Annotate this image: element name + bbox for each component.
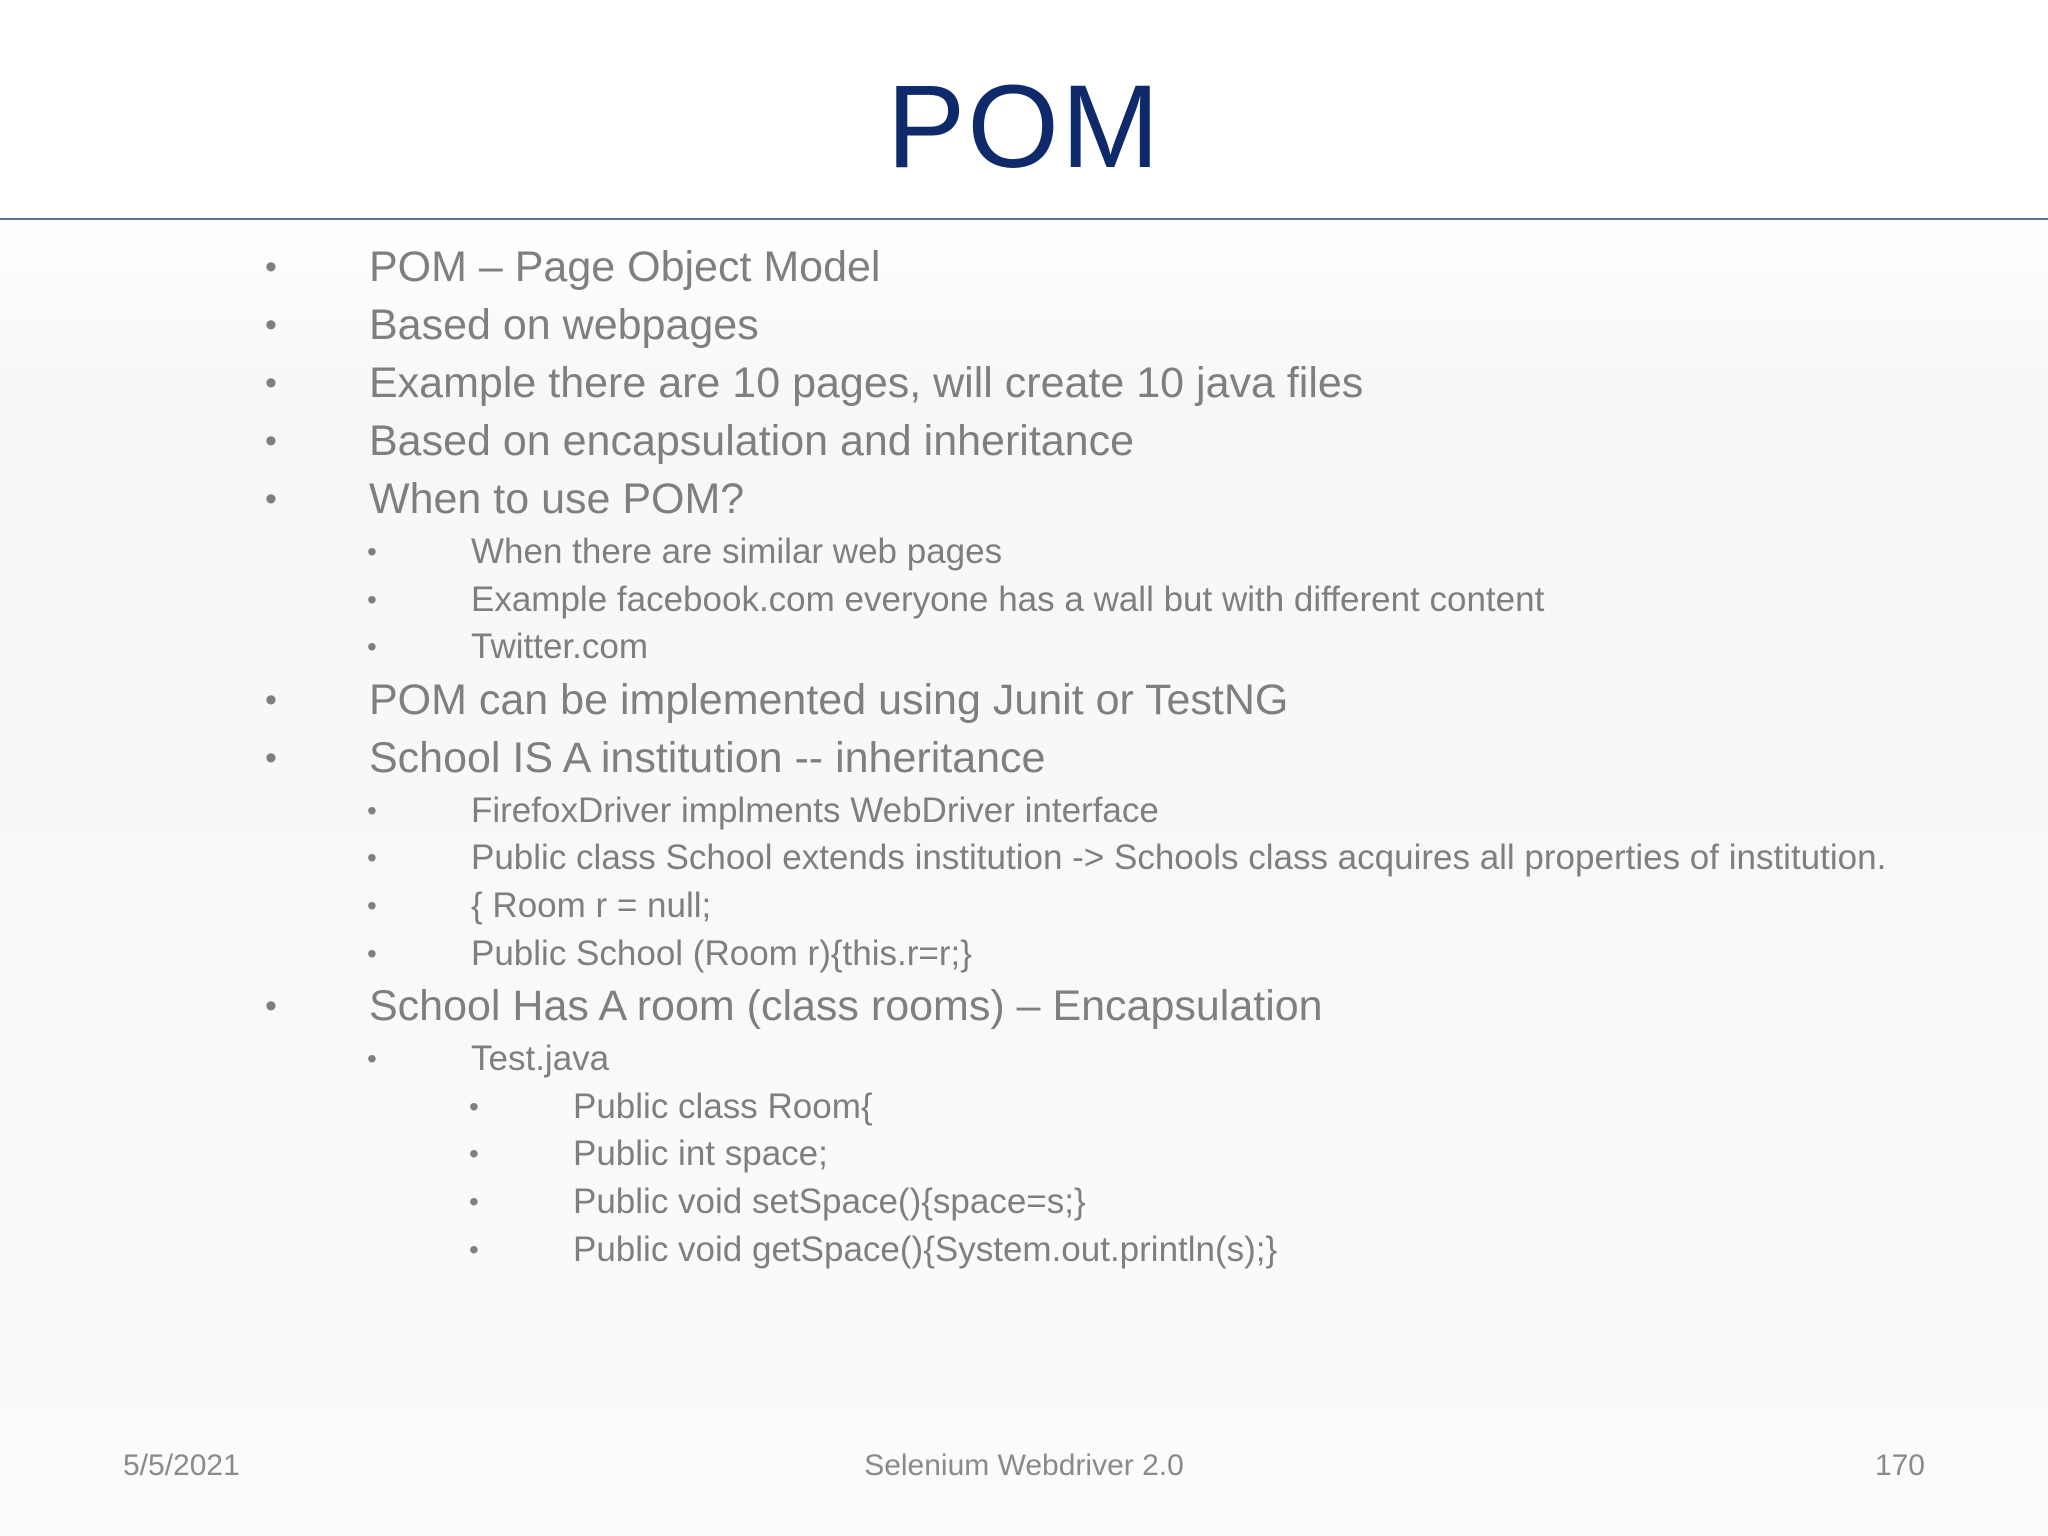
bullet-text: Based on encapsulation and inheritance — [369, 417, 1135, 465]
bullet-item — [0, 238, 2048, 296]
bullet-text: School IS A institution -- inheritance — [369, 733, 1046, 782]
bullet-dot-icon: • — [367, 1043, 377, 1075]
bullet-item — [0, 296, 2048, 354]
bullet-list — [0, 238, 2048, 1273]
code-bullet-text: Public class Room{ — [573, 1086, 873, 1126]
bullet-item — [0, 729, 2048, 787]
bullet-text: POM can be implemented using Junit or TestNG — [369, 675, 1289, 724]
bullet-dot-icon: • — [367, 937, 377, 969]
sub-bullet-item — [0, 576, 2048, 624]
sub-bullet-text: Public class School extends institution -> Schools class acquires all properties of institution. — [471, 838, 1887, 878]
sub-bullet-item — [0, 623, 2048, 671]
bullet-dot-icon: • — [265, 364, 277, 402]
code-bullet-item — [0, 1083, 2048, 1131]
bullet-dot-icon: • — [469, 1090, 479, 1122]
bullet-dot-icon: • — [265, 480, 277, 518]
sub-bullet-text: When there are similar web pages — [471, 532, 1003, 571]
sub-bullet-text: Public School (Room r){this.r=r;} — [471, 933, 972, 973]
code-bullet-text: Public int space; — [573, 1134, 828, 1174]
bullet-text: Example there are 10 pages, will create 10 java files — [369, 359, 1364, 407]
bullet-item — [0, 412, 2048, 470]
bullet-dot-icon: • — [469, 1185, 479, 1217]
code-bullet-text: Public void setSpace(){space=s;} — [573, 1181, 1086, 1221]
bullet-text: Based on webpages — [369, 301, 759, 349]
bullet-dot-icon: • — [265, 987, 277, 1026]
code-bullet-item — [0, 1130, 2048, 1178]
bullet-dot-icon: • — [265, 680, 277, 719]
bullet-dot-icon: • — [367, 631, 377, 663]
bullet-dot-icon: • — [265, 248, 277, 286]
slide-number: 170 — [1874, 1449, 1925, 1482]
bullet-text: School Has A room (class rooms) – Encapsulation — [369, 982, 1323, 1031]
sub-bullet-item — [0, 882, 2048, 930]
code-bullet-item — [0, 1178, 2048, 1226]
bullet-dot-icon: • — [265, 422, 277, 460]
slide-title: POM — [886, 61, 1162, 193]
sub-bullet-item — [0, 834, 2048, 882]
sub-bullet-text: Twitter.com — [471, 627, 648, 667]
sub-bullet-item — [0, 787, 2048, 835]
bullet-dot-icon: • — [367, 536, 377, 567]
sub-bullet-text: Test.java — [471, 1039, 610, 1079]
bullet-item — [0, 671, 2048, 729]
bullet-item — [0, 470, 2048, 528]
bullet-dot-icon: • — [367, 794, 377, 826]
sub-bullet-item — [0, 1035, 2048, 1083]
sub-bullet-item — [0, 528, 2048, 576]
bullet-text: When to use POM? — [369, 475, 745, 523]
bullet-dot-icon: • — [469, 1233, 479, 1265]
code-bullet-item — [0, 1226, 2048, 1274]
bullet-dot-icon: • — [367, 583, 377, 615]
sub-bullet-text: { Room r = null; — [471, 885, 712, 925]
title-divider — [0, 218, 2048, 220]
footer-date: 5/5/2021 — [123, 1449, 240, 1482]
bullet-dot-icon: • — [265, 306, 277, 344]
bullet-dot-icon: • — [469, 1138, 479, 1170]
bullet-dot-icon: • — [367, 842, 377, 874]
bullet-item — [0, 354, 2048, 412]
bullet-text: POM – Page Object Model — [369, 243, 881, 291]
bullet-dot-icon: • — [367, 889, 377, 921]
sub-bullet-item — [0, 930, 2048, 978]
footer-title: Selenium Webdriver 2.0 — [864, 1449, 1184, 1482]
code-bullet-text: Public void getSpace(){System.out.println(s);} — [573, 1229, 1278, 1269]
sub-bullet-text: FirefoxDriver implments WebDriver interface — [471, 790, 1159, 830]
bullet-dot-icon: • — [265, 738, 277, 777]
sub-bullet-text: Example facebook.com everyone has a wall but with different content — [471, 579, 1545, 619]
bullet-item — [0, 977, 2048, 1035]
